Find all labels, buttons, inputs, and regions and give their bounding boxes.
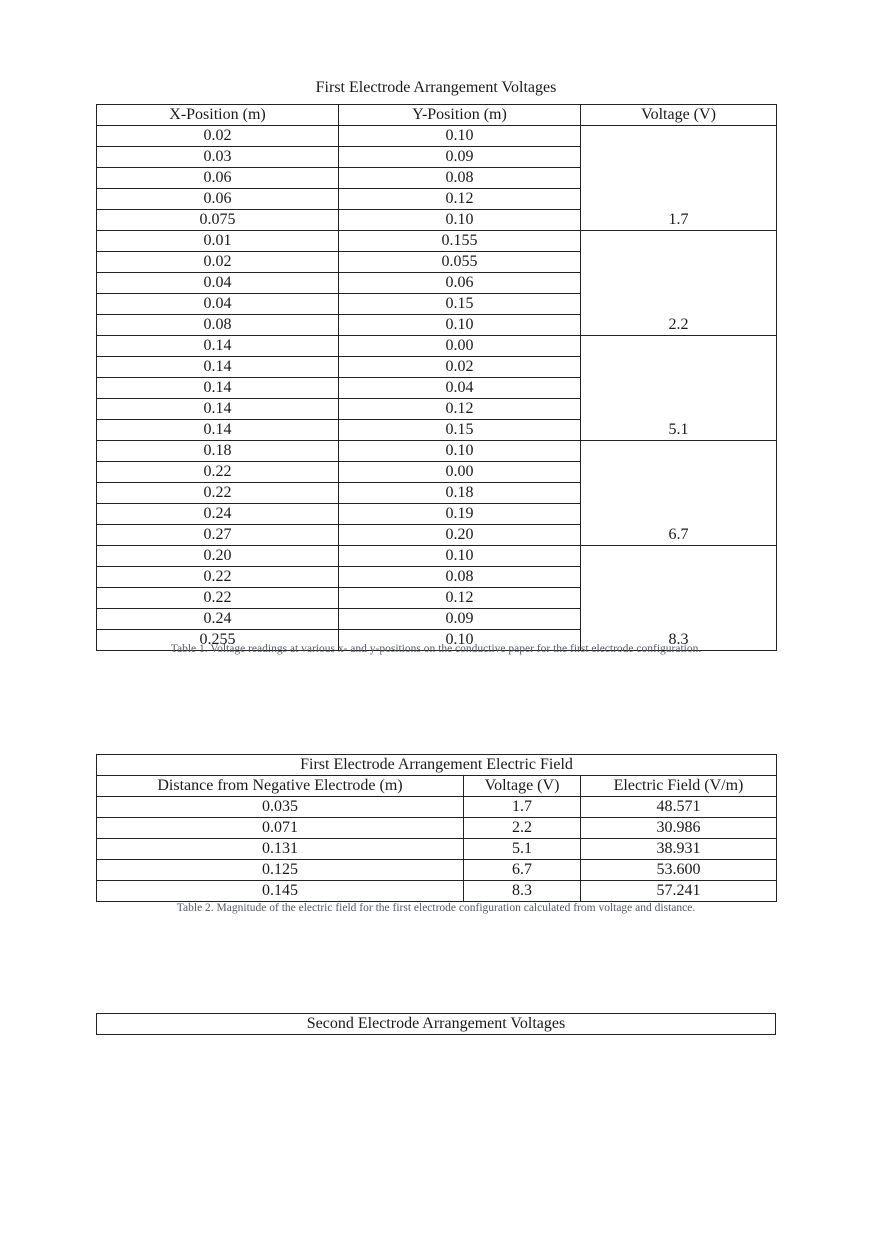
voltage-cell: 6.7 <box>464 860 581 881</box>
y-position-cell: 0.04 <box>339 378 581 399</box>
x-position-cell: 0.14 <box>97 357 339 378</box>
table-row <box>97 441 777 462</box>
table2-title: First Electrode Arrangement Electric Field <box>97 755 777 776</box>
y-position-cell: 0.19 <box>339 504 581 525</box>
electric-field-cell: 38.931 <box>581 839 777 860</box>
x-position-cell: 0.255 <box>97 630 339 651</box>
electric-field-cell: 53.600 <box>581 860 777 881</box>
header-electric-field: Electric Field (V/m) <box>581 776 777 797</box>
x-position-cell: 0.20 <box>97 546 339 567</box>
table-row <box>97 881 777 902</box>
voltage-cell: 6.7 <box>581 441 777 546</box>
x-position-cell: 0.03 <box>97 147 339 168</box>
x-position-cell: 0.14 <box>97 378 339 399</box>
table-title-row <box>97 1014 776 1035</box>
x-position-cell: 0.27 <box>97 525 339 546</box>
header-voltage: Voltage (V) <box>581 105 777 126</box>
y-position-cell: 0.18 <box>339 483 581 504</box>
table-row <box>97 839 777 860</box>
y-position-cell: 0.10 <box>339 546 581 567</box>
voltage-cell: 5.1 <box>581 336 777 441</box>
y-position-cell: 0.08 <box>339 168 581 189</box>
header-voltage: Voltage (V) <box>464 776 581 797</box>
x-position-cell: 0.04 <box>97 273 339 294</box>
y-position-cell: 0.055 <box>339 252 581 273</box>
voltage-cell: 8.3 <box>464 881 581 902</box>
y-position-cell: 0.10 <box>339 126 581 147</box>
y-position-cell: 0.155 <box>339 231 581 252</box>
table-row <box>97 126 777 147</box>
y-position-cell: 0.12 <box>339 588 581 609</box>
distance-cell: 0.131 <box>97 839 464 860</box>
y-position-cell: 0.09 <box>339 147 581 168</box>
y-position-cell: 0.00 <box>339 336 581 357</box>
y-position-cell: 0.09 <box>339 609 581 630</box>
voltage-cell: 2.2 <box>581 231 777 336</box>
x-position-cell: 0.02 <box>97 252 339 273</box>
distance-cell: 0.145 <box>97 881 464 902</box>
table3-title: Second Electrode Arrangement Voltages <box>97 1014 776 1035</box>
distance-cell: 0.035 <box>97 797 464 818</box>
y-position-cell: 0.08 <box>339 567 581 588</box>
second-arrangement-table <box>96 1013 776 1035</box>
table1-title: First Electrode Arrangement Voltages <box>315 79 557 96</box>
table-header-row <box>97 776 777 797</box>
y-position-cell: 0.10 <box>339 441 581 462</box>
voltage-cell: 8.3 <box>581 546 777 651</box>
y-position-cell: 0.12 <box>339 189 581 210</box>
table-row <box>97 546 777 567</box>
x-position-cell: 0.14 <box>97 420 339 441</box>
y-position-cell: 0.00 <box>339 462 581 483</box>
electric-field-cell: 48.571 <box>581 797 777 818</box>
table-header-row <box>97 105 777 126</box>
y-position-cell: 0.12 <box>339 399 581 420</box>
x-position-cell: 0.08 <box>97 315 339 336</box>
x-position-cell: 0.14 <box>97 336 339 357</box>
x-position-cell: 0.22 <box>97 588 339 609</box>
table-row <box>97 818 777 839</box>
y-position-cell: 0.10 <box>339 630 581 651</box>
x-position-cell: 0.24 <box>97 609 339 630</box>
voltage-cell: 1.7 <box>581 126 777 231</box>
x-position-cell: 0.14 <box>97 399 339 420</box>
x-position-cell: 0.22 <box>97 567 339 588</box>
x-position-cell: 0.01 <box>97 231 339 252</box>
table-row <box>97 860 777 881</box>
table-row <box>97 797 777 818</box>
table2-caption: Table 2. Magnitude of the electric field for the first electrode configuration calculated from voltage and distance. <box>176 902 696 914</box>
y-position-cell: 0.15 <box>339 294 581 315</box>
y-position-cell: 0.10 <box>339 315 581 336</box>
header-distance: Distance from Negative Electrode (m) <box>97 776 464 797</box>
x-position-cell: 0.06 <box>97 168 339 189</box>
table-row <box>97 336 777 357</box>
voltage-table <box>96 104 777 651</box>
header-y-position: Y-Position (m) <box>339 105 581 126</box>
x-position-cell: 0.18 <box>97 441 339 462</box>
voltage-cell: 2.2 <box>464 818 581 839</box>
table-title-row <box>97 755 777 776</box>
electric-field-cell: 57.241 <box>581 881 777 902</box>
electric-field-cell: 30.986 <box>581 818 777 839</box>
header-x-position: X-Position (m) <box>97 105 339 126</box>
distance-cell: 0.125 <box>97 860 464 881</box>
table-row <box>97 231 777 252</box>
y-position-cell: 0.10 <box>339 210 581 231</box>
x-position-cell: 0.075 <box>97 210 339 231</box>
distance-cell: 0.071 <box>97 818 464 839</box>
y-position-cell: 0.02 <box>339 357 581 378</box>
x-position-cell: 0.22 <box>97 462 339 483</box>
x-position-cell: 0.24 <box>97 504 339 525</box>
voltage-cell: 5.1 <box>464 839 581 860</box>
electric-field-table <box>96 754 777 902</box>
table1-caption: Table 1. Voltage readings at various x- and y-positions on the conductive paper for the first electrode configuration. <box>170 643 702 655</box>
y-position-cell: 0.20 <box>339 525 581 546</box>
x-position-cell: 0.22 <box>97 483 339 504</box>
voltage-cell: 1.7 <box>464 797 581 818</box>
x-position-cell: 0.06 <box>97 189 339 210</box>
y-position-cell: 0.06 <box>339 273 581 294</box>
x-position-cell: 0.02 <box>97 126 339 147</box>
x-position-cell: 0.04 <box>97 294 339 315</box>
y-position-cell: 0.15 <box>339 420 581 441</box>
